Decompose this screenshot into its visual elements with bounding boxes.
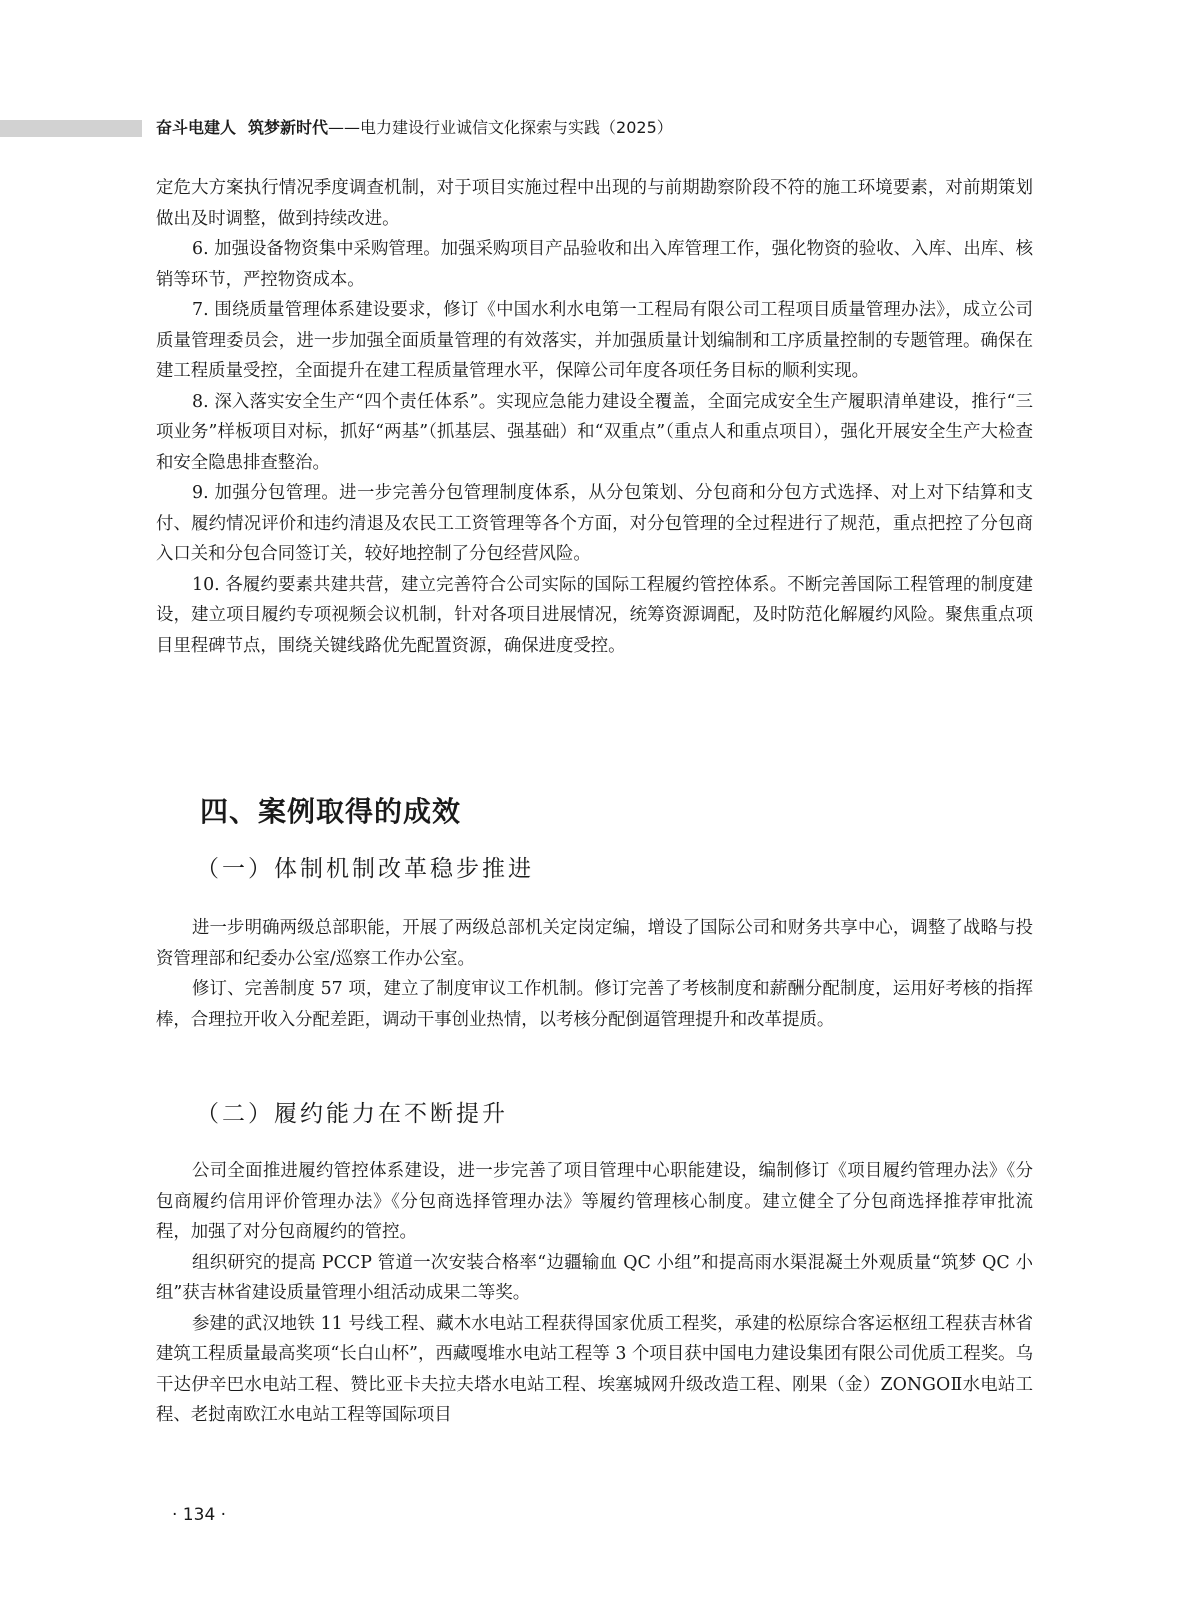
paragraph-item-7: 7. 围绕质量管理体系建设要求，修订《中国水利水电第一工程局有限公司工程项目质量管理办法》，成立公司质量管理委员会，进一步加强全面质量管理的有效落实，并加强质量计划编制和工序质量控制的专题管理。确保在建工程质量受控，全面提升在建工程质量管理水平，保障公司年度各项任务目标的顺利实现。 xyxy=(156,300,1033,381)
paragraph: 修订、完善制度 57 项，建立了制度审议工作机制。修订完善了考核制度和薪酬分配制度，运用好考核的指挥棒，合理拉开收入分配差距，调动干事创业热情，以考核分配倒逼管理提升和改革提质。 xyxy=(156,979,1033,1030)
paragraph: 公司全面推进履约管控体系建设，进一步完善了项目管理中心职能建设，编制修订《项目履约管理办法》《分包商履约信用评价管理办法》《分包商选择管理办法》等履约管理核心制度。建立健全了分包商选择推荐审批流程，加强了对分包商履约的管控。 xyxy=(156,1161,1033,1242)
subsection-heading-1: （一）体制机制改革稳步推进 xyxy=(196,856,534,882)
paragraph-item-10: 10. 各履约要素共建共营，建立完善符合公司实际的国际工程履约管控体系。不断完善国际工程管理的制度建设，建立项目履约专项视频会议机制，针对各项目进展情况，统筹资源调配，及时防范化解履约风险。聚焦重点项目里程碑节点，围绕关键线路优先配置资源，确保进度受控。 xyxy=(156,574,1033,656)
paragraph: 参建的武汉地铁 11 号线工程、藏木水电站工程获得国家优质工程奖，承建的松原综合客运枢纽工程获吉林省建筑工程质量最高奖项“长白山杯”，西藏嘎堆水电站工程等 3 个项目获中国电力建设集团有限公司优质工程奖。乌干达伊辛巴水电站工程、赞比亚卡夫拉夫塔水电站工程、埃塞城网升级改造工程、刚果（金）ZONGOⅡ水电站工程、老挝南欧江水电站工程等国际项目 xyxy=(156,1313,1033,1425)
subsection-heading-2: （二）履约能力在不断提升 xyxy=(196,1101,508,1127)
page-number: · 134 · xyxy=(172,1505,227,1525)
paragraph: 组织研究的提高 PCCP 管道一次安装合格率“边疆输血 QC 小组”和提高雨水渠混凝土外观质量“筑梦 QC 小组”获吉林省建设质量管理小组活动成果二等奖。 xyxy=(156,1252,1033,1303)
header-gray-bar xyxy=(0,120,142,137)
paragraph-item-6: 6. 加强设备物资集中采购管理。加强采购项目产品验收和出入库管理工作，强化物资的验收、入库、出库、核销等环节，严控物资成本。 xyxy=(156,239,1033,290)
paragraph-item-8: 8. 深入落实安全生产“四个责任体系”。实现应急能力建设全覆盖，全面完成安全生产履职清单建设，推行“三项业务”样板项目对标，抓好“两基”（抓基层、强基础）和“双重点”（重点人和重点项目），强化开展安全生产大检查和安全隐患排查整治。 xyxy=(156,391,1033,473)
header-subtitle: ——电力建设行业诚信文化探索与实践（2025） xyxy=(328,118,673,137)
section-heading: 四、案例取得的成效 xyxy=(200,795,462,828)
paragraph-continuation: 定危大方案执行情况季度调查机制，对于项目实施过程中出现的与前期勘察阶段不符的施工环境要素，对前期策划做出及时调整，做到持续改进。 xyxy=(156,178,1033,229)
running-header xyxy=(156,118,673,138)
header-title-part-1: 奋斗电建人 xyxy=(156,118,237,137)
subsection-2-body xyxy=(156,1156,1033,1431)
top-paragraphs xyxy=(156,173,1033,661)
paragraph: 进一步明确两级总部职能，开展了两级总部机关定岗定编，增设了国际公司和财务共享中心，调整了战略与投资管理部和纪委办公室/巡察工作办公室。 xyxy=(156,918,1033,969)
subsection-1-body xyxy=(156,913,1033,1035)
paragraph-item-9: 9. 加强分包管理。进一步完善分包管理制度体系，从分包策划、分包商和分包方式选择、对上对下结算和支付、履约情况评价和违约清退及农民工工资管理等各个方面，对分包管理的全过程进行了规范，重点把控了分包商入口关和分包合同签订关，较好地控制了分包经营风险。 xyxy=(156,483,1033,564)
header-title-part-2: 筑梦新时代 xyxy=(248,118,329,137)
